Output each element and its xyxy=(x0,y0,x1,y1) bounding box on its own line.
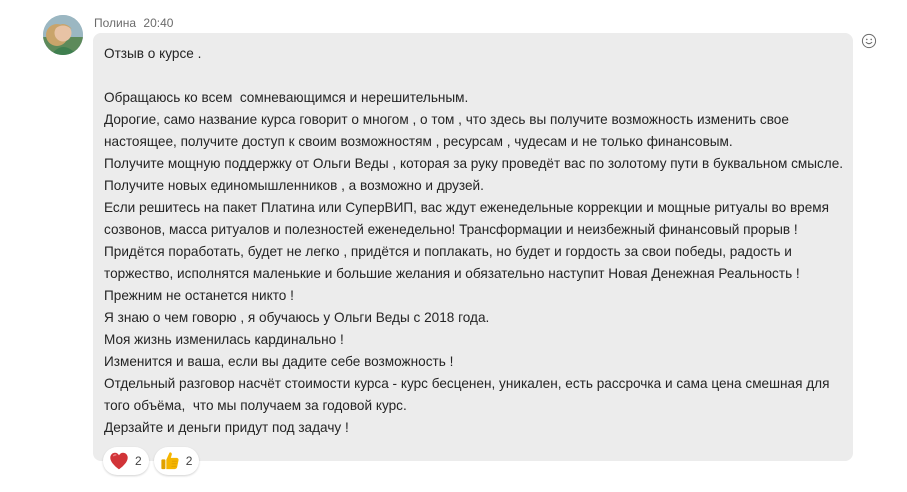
message-line: торжество, исполнятся маленькие и большие желания и обязательно наступит Новая Денежная Реальность ! xyxy=(104,266,800,281)
smiley-icon xyxy=(861,33,877,49)
reactions-bar xyxy=(103,447,199,475)
author-name: Полина xyxy=(94,16,137,30)
heart-icon xyxy=(108,450,130,472)
message-line: Я знаю о чем говорю , я обучаюсь у Ольги Веды с 2018 года. xyxy=(104,310,490,325)
reaction-like-button[interactable] xyxy=(154,447,200,475)
message-line: Дерзайте и деньги придут под задачу ! xyxy=(104,420,349,435)
reaction-count: 2 xyxy=(185,454,193,468)
message-line xyxy=(104,65,844,87)
avatar[interactable] xyxy=(43,15,83,55)
message-line: Изменится и ваша, если вы дадите себе возможность ! xyxy=(104,354,454,369)
message-line: созвонов, масса ритуалов и полезностей еженедельно! Трансформации и неизбежный финансовый прорыв ! xyxy=(104,222,798,237)
message-line: Обращаюсь ко всем сомневающимся и нерешительным. xyxy=(104,90,469,105)
message-line: Если решитесь на пакет Платина или СуперВИП, вас ждут еженедельные коррекции и мощные ритуалы во время xyxy=(104,200,829,215)
message-line: Моя жизнь изменилась кардинально ! xyxy=(104,332,344,347)
message-line: Отдельный разговор насчёт стоимости курса - курс бесценен, уникален, есть рассрочка и сама цена смешная для xyxy=(104,376,830,391)
thumbs-up-icon xyxy=(159,450,181,472)
message-line: Получите новых единомышленников , а возможно и друзей. xyxy=(104,178,484,193)
message-header xyxy=(94,16,173,30)
message-line: Прежним не останется никто ! xyxy=(104,288,294,303)
add-reaction-button[interactable] xyxy=(861,33,877,49)
avatar-photo xyxy=(43,15,83,55)
message-line: того объёма, что мы получаем за годовой курс. xyxy=(104,398,407,413)
message-line: Дорогие, само название курса говорит о многом , о том , что здесь вы получите возможность изменить свое xyxy=(104,112,789,127)
message-line: Отзыв о курсе . xyxy=(104,46,202,61)
message-line: Придётся поработать, будет не легко , придётся и поплакать, но будет и гордость за свои победы, радость и xyxy=(104,244,792,259)
message-line: настоящее, получите доступ к своим возможностям , ресурсам , чудесам и не только финансовым. xyxy=(104,134,733,149)
message-body xyxy=(104,43,844,439)
message-line: Получите мощную поддержку от Ольги Веды , которая за руку проведёт вас по золотому пути в буквальном смысле. xyxy=(104,156,844,171)
message-time: 20:40 xyxy=(143,16,174,30)
reaction-count: 2 xyxy=(135,454,142,468)
reaction-heart-button[interactable] xyxy=(103,447,149,475)
